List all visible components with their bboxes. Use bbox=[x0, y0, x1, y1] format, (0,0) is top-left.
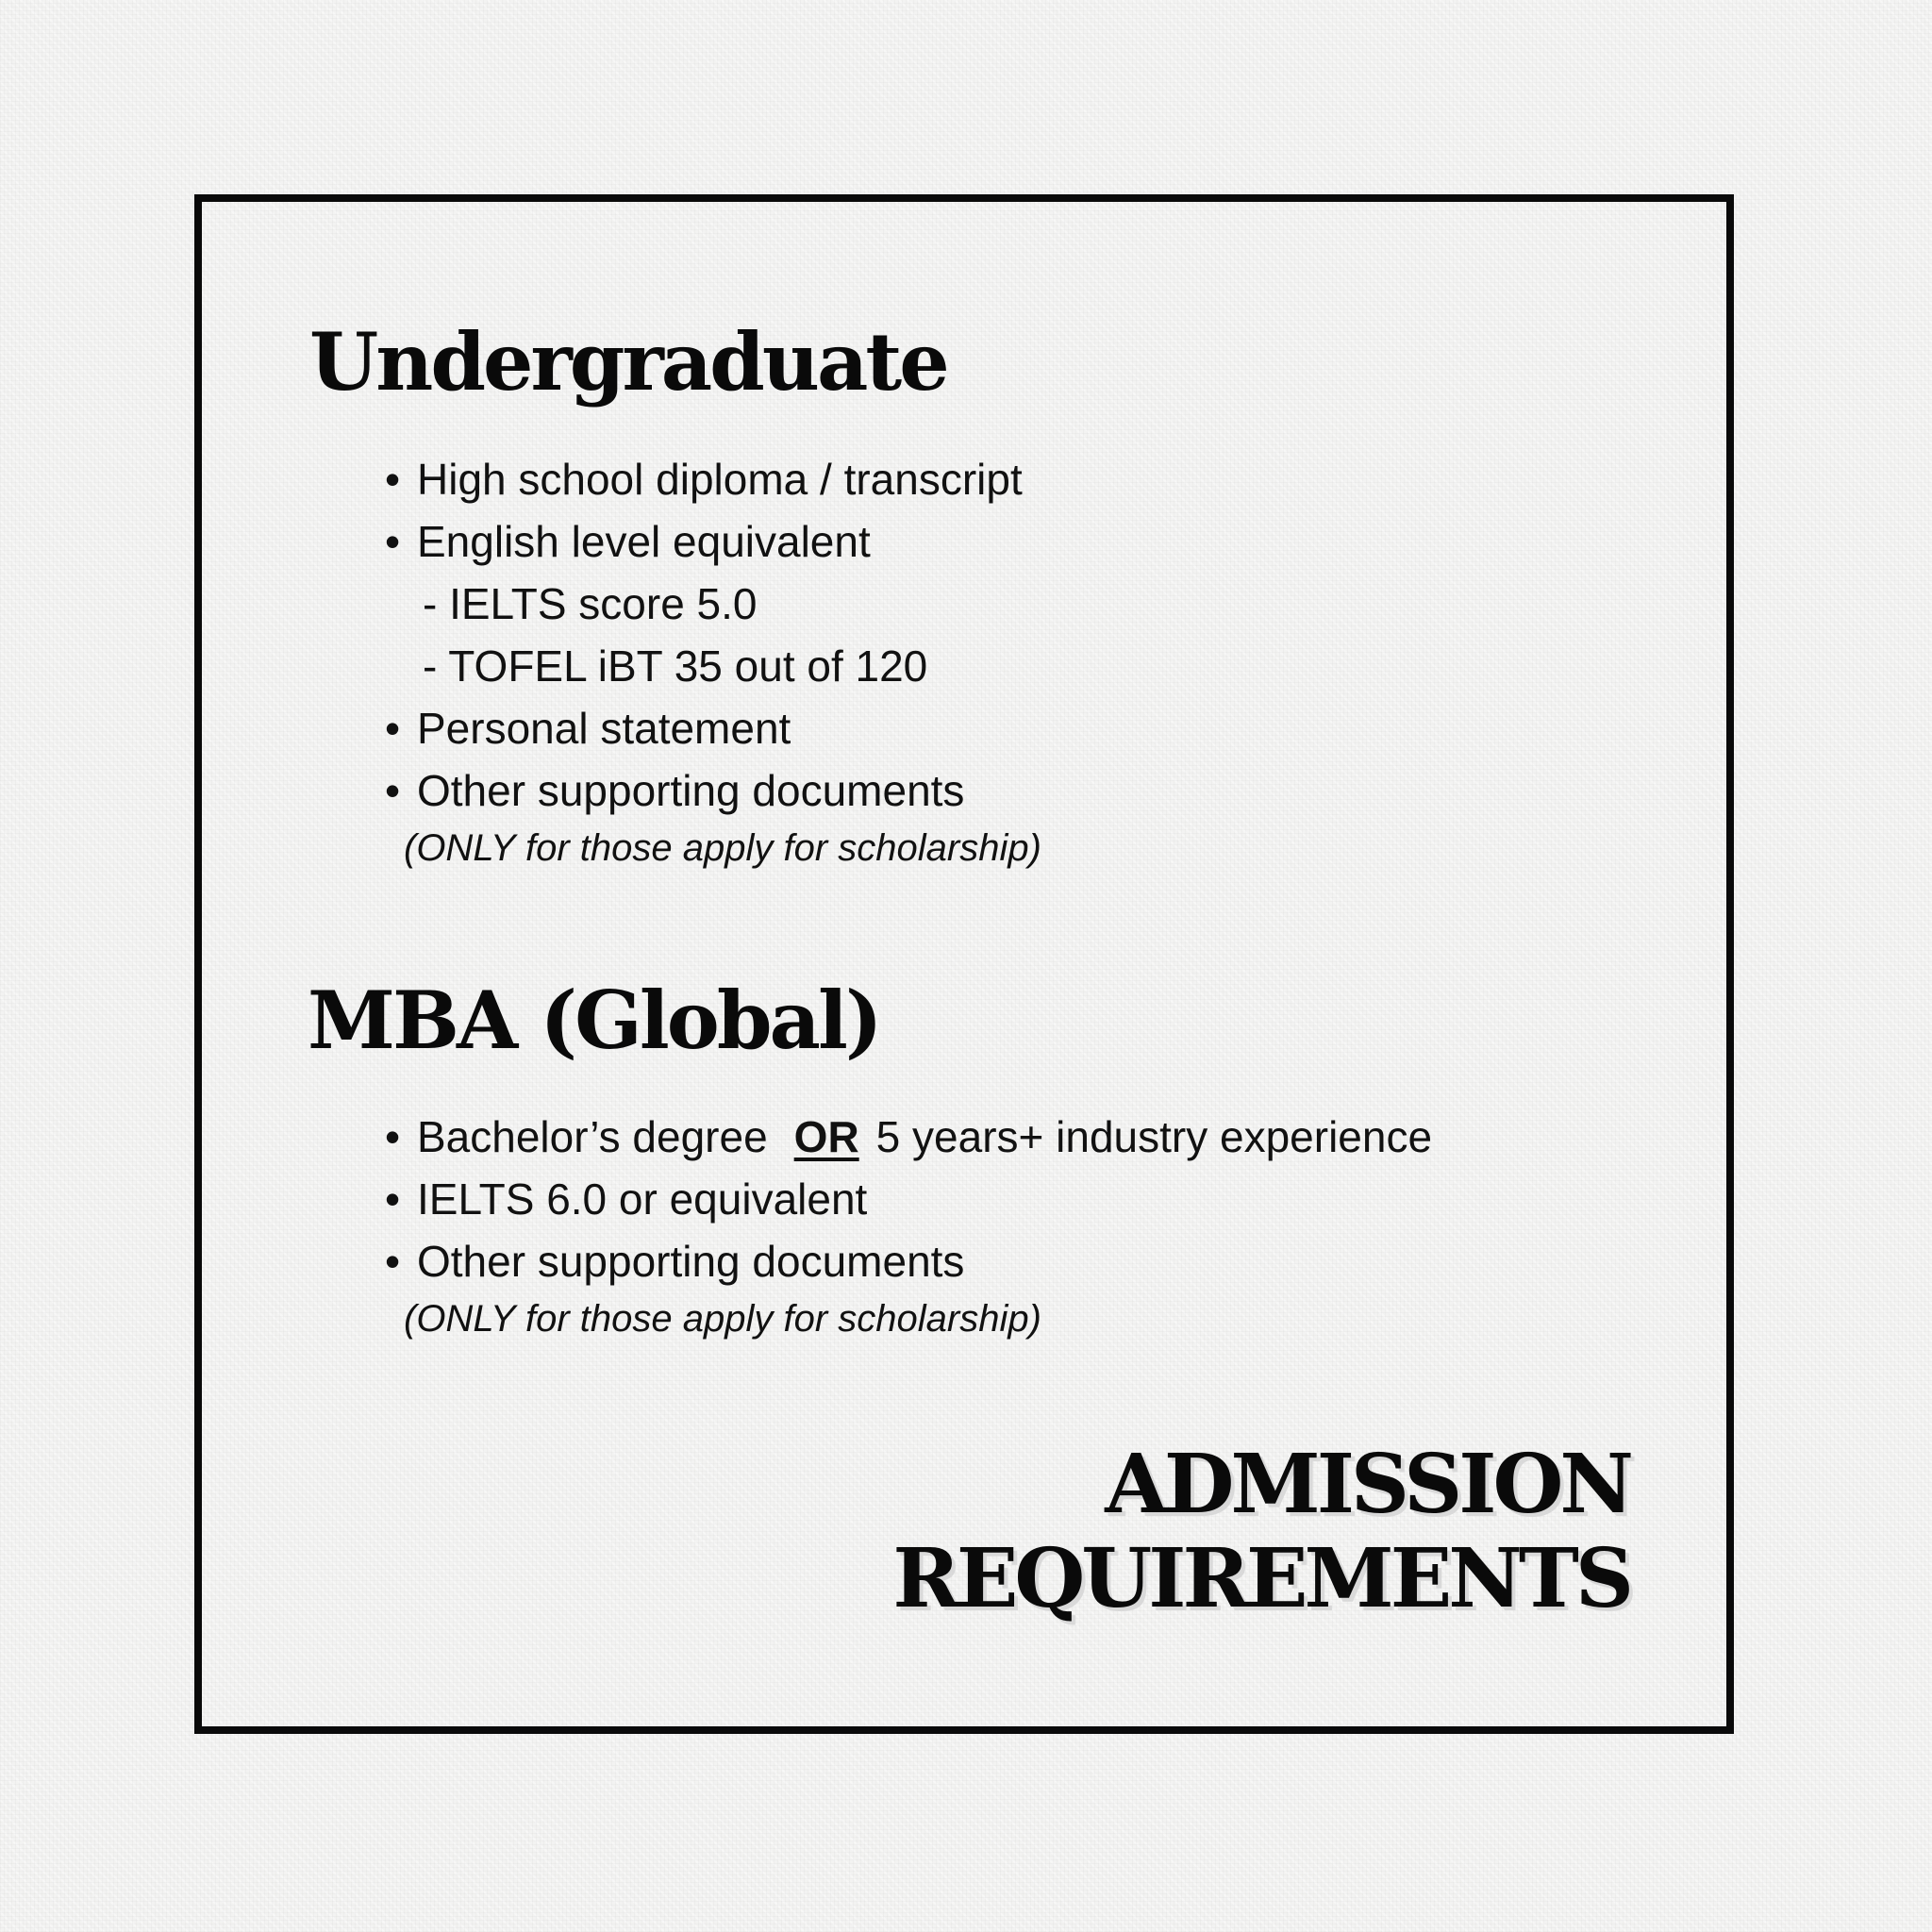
undergraduate-requirements-list bbox=[374, 448, 1041, 874]
bullet-icon: • bbox=[384, 1112, 401, 1161]
or-emphasis: OR bbox=[793, 1112, 859, 1161]
bullet-icon: • bbox=[384, 704, 401, 753]
list-item-text: IELTS 6.0 or equivalent bbox=[417, 1174, 868, 1224]
bullet-icon: • bbox=[384, 517, 401, 566]
bullet-icon: • bbox=[384, 1237, 401, 1286]
list-item-text: Other supporting documents bbox=[417, 1237, 965, 1286]
list-item bbox=[374, 697, 1041, 759]
undergraduate-heading: Undergraduate bbox=[309, 315, 947, 408]
scholarship-note: (ONLY for those apply for scholarship) bbox=[404, 1298, 1041, 1340]
bullet-icon: • bbox=[384, 1174, 401, 1224]
list-item-text: Other supporting documents bbox=[417, 766, 965, 815]
page-title bbox=[892, 1438, 1630, 1626]
list-item bbox=[374, 759, 1041, 822]
bullet-icon: • bbox=[384, 766, 401, 815]
list-item-text: Personal statement bbox=[417, 704, 791, 753]
list-item-text: High school diploma / transcript bbox=[417, 455, 1023, 504]
list-item-text: Bachelor’s degree bbox=[417, 1112, 768, 1161]
page-title-line-2: REQUIREMENTS bbox=[892, 1531, 1630, 1626]
list-item-text: 5 years+ industry experience bbox=[875, 1112, 1433, 1161]
sub-list-item: - TOFEL iBT 35 out of 120 bbox=[423, 641, 928, 691]
list-item bbox=[374, 1106, 1432, 1168]
mba-requirements-list bbox=[374, 1106, 1432, 1345]
list-item bbox=[374, 1230, 1432, 1292]
list-item bbox=[374, 448, 1041, 510]
mba-heading: MBA (Global) bbox=[308, 974, 880, 1067]
bullet-icon: • bbox=[384, 455, 401, 504]
list-item-text: English level equivalent bbox=[417, 517, 871, 566]
page-title-line-1: ADMISSION bbox=[1105, 1437, 1630, 1532]
list-item bbox=[374, 510, 1041, 573]
sub-list-item: - IELTS score 5.0 bbox=[423, 579, 758, 628]
scholarship-note: (ONLY for those apply for scholarship) bbox=[404, 827, 1041, 869]
list-item bbox=[374, 1168, 1432, 1230]
